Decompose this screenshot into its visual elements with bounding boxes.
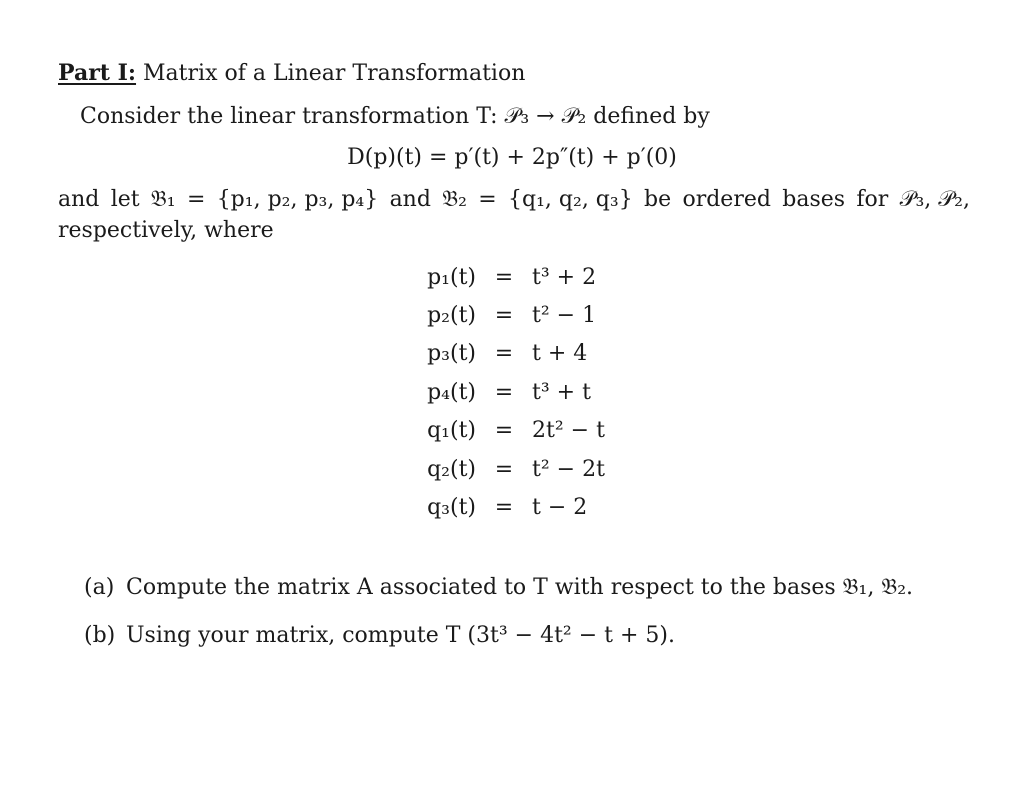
- equals-sign: =: [494, 303, 514, 329]
- basis-b1-set: {p₁, p₂, p₃, p₄}: [216, 187, 379, 212]
- basis-definitions: [420, 258, 605, 527]
- equation-rhs: t³ + t: [532, 379, 591, 405]
- basis-b2-set: {q₁, q₂, q₃}: [508, 187, 633, 212]
- bases-word: and: [389, 187, 431, 212]
- equals-sign: =: [494, 379, 514, 405]
- bases-word: bases: [782, 187, 846, 212]
- question-label: (a): [84, 575, 115, 600]
- section-label: Part I:: [58, 60, 137, 86]
- equation-lhs: p₃(t): [427, 341, 476, 367]
- section-title: Matrix of a Linear Transformation: [143, 61, 526, 86]
- equals-sign: =: [494, 264, 514, 290]
- bases-continuation: respectively, where: [58, 218, 274, 243]
- bases-word: =: [186, 187, 206, 212]
- equation-rhs: 2t² − t: [532, 418, 605, 444]
- polynomial-spaces: 𝒫₃, 𝒫₂,: [899, 187, 970, 212]
- equation-rhs: t³ + 2: [532, 264, 597, 290]
- equation-row: [420, 450, 605, 488]
- intro-sentence: Consider the linear transformation T: 𝒫₃ → 𝒫₂ defined by: [80, 104, 710, 129]
- question-item: [84, 623, 675, 649]
- question-text: Using your matrix, compute T (3t³ − 4t² − t + 5).: [126, 623, 676, 648]
- equation-row: [420, 373, 605, 411]
- equals-sign: =: [494, 456, 514, 482]
- transformation-definition: D(p)(t) = p′(t) + 2p″(t) + p′(0): [347, 145, 677, 170]
- question-label: (b): [84, 623, 116, 648]
- bases-word: ordered: [682, 187, 771, 212]
- equation-row: [420, 258, 605, 296]
- bases-word: be: [644, 187, 672, 212]
- basis-b2-symbol: 𝔅₂: [442, 187, 467, 212]
- equation-lhs: q₃(t): [427, 495, 476, 521]
- basis-b1-symbol: 𝔅₁: [150, 187, 176, 212]
- equals-sign: =: [494, 495, 514, 521]
- equals-sign: =: [494, 341, 514, 367]
- equation-lhs: q₁(t): [427, 418, 476, 444]
- equation-row: [420, 488, 605, 526]
- bases-word: and: [58, 187, 100, 212]
- question-item: [84, 575, 913, 601]
- bases-word: for: [856, 187, 889, 212]
- equation-lhs: p₂(t): [427, 303, 476, 329]
- equation-lhs: q₂(t): [427, 456, 476, 482]
- equation-rhs: t² − 1: [532, 303, 597, 329]
- equation-rhs: t² − 2t: [532, 456, 605, 482]
- bases-sentence: [58, 187, 970, 213]
- equation-rhs: t + 4: [532, 341, 588, 367]
- equation-lhs: p₄(t): [427, 379, 476, 405]
- equation-lhs: p₁(t): [427, 264, 476, 290]
- bases-word: let: [110, 187, 140, 212]
- equation-row: [420, 335, 605, 373]
- section-heading: [58, 60, 525, 87]
- equation-row: [420, 296, 605, 334]
- equation-rhs: t − 2: [532, 495, 588, 521]
- equation-row: [420, 412, 605, 450]
- equals-sign: =: [494, 418, 514, 444]
- bases-word: =: [478, 187, 497, 212]
- question-text: Compute the matrix A associated to T with respect to the bases 𝔅₁, 𝔅₂.: [126, 575, 914, 600]
